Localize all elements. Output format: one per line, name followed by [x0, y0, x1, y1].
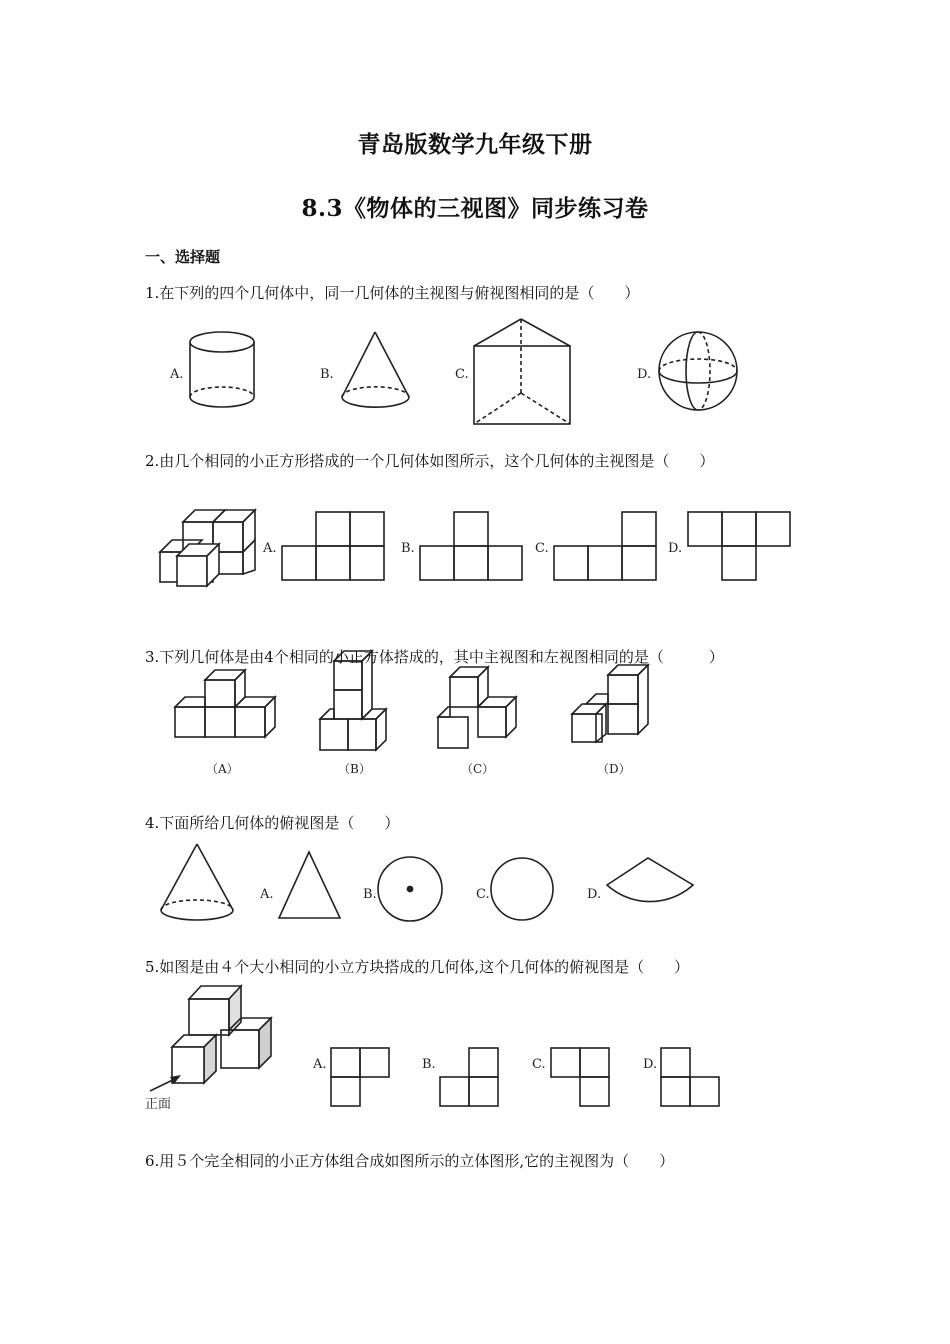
q1-label-a: A.: [170, 367, 184, 382]
question-6-text: 6.用５个完全相同的小正方体组合成如图所示的立体图形,它的主视图为（ ）: [145, 1152, 675, 1170]
page-subtitle: 8.3《物体的三视图》同步练习卷: [301, 195, 649, 222]
q1-label-b: B.: [320, 367, 334, 382]
q3-label-a: （A）: [206, 762, 239, 776]
q2-option-a: [262, 512, 384, 580]
q2-label-d: D.: [668, 541, 683, 556]
q4-label-c: C.: [476, 887, 490, 902]
q5-front-caption: 正面: [145, 1097, 172, 1112]
q1-option-b-cone: [320, 332, 409, 407]
q5-option-d: [643, 1048, 719, 1106]
q4-label-d: D.: [587, 887, 602, 902]
q3-figure-b: [320, 651, 386, 776]
q5-option-c: [532, 1048, 609, 1106]
q5-option-b: [422, 1048, 498, 1106]
q5-label-c: C.: [532, 1057, 546, 1072]
q1-option-d-sphere: [637, 332, 737, 410]
q5-label-b: B.: [422, 1057, 436, 1072]
q2-option-d: [668, 512, 790, 580]
question-1-text: 1.在下列的四个几何体中，同一几何体的主视图与俯视图相同的是（ ）: [145, 284, 640, 302]
section-heading: 一、选择题: [145, 248, 221, 266]
q2-option-b: [401, 512, 522, 580]
page-title: 青岛版数学九年级下册: [357, 131, 593, 158]
q4-option-a-triangle: [259, 852, 340, 918]
q4-cone-figure: [161, 844, 233, 920]
q4-label-a: A.: [260, 887, 274, 902]
q3-figure-d: [572, 665, 648, 776]
q4-option-b-circle-dot: [363, 857, 442, 921]
q1-option-a-cylinder: [169, 332, 254, 407]
q4-option-c-circle: [476, 858, 553, 920]
q5-label-a: A.: [313, 1057, 327, 1072]
q3-label-b: （B）: [338, 762, 371, 776]
q3-label-c: （C）: [461, 762, 495, 776]
q2-label-c: C.: [535, 541, 549, 556]
q3-figure-a: [175, 670, 275, 776]
q1-option-c-prism: [455, 319, 570, 424]
q1-label-c: C.: [455, 367, 469, 382]
question-4-text: 4.下面所给几何体的俯视图是（ ）: [145, 814, 400, 832]
q2-option-c: [535, 512, 656, 580]
q4-label-b: B.: [363, 887, 377, 902]
q1-label-d: D.: [637, 367, 652, 382]
question-5-text: 5.如图是由４个大小相同的小立方块搭成的几何体,这个几何体的俯视图是（ ）: [145, 958, 690, 976]
q3-label-d: （D）: [597, 762, 631, 776]
q2-label-a: A.: [263, 541, 277, 556]
question-2-text: 2.由几个相同的小正方形搭成的一个几何体如图所示，这个几何体的主视图是（ ）: [145, 452, 715, 470]
q2-label-b: B.: [401, 541, 415, 556]
q5-label-d: D.: [643, 1057, 658, 1072]
q2-stack-figure: [160, 510, 255, 586]
q3-figure-c: [438, 667, 516, 776]
question-3-text: 3.下列几何体是由4个相同的小正方体搭成的，其中主视图和左视图相同的是（ ）: [145, 648, 724, 666]
q5-option-a: [312, 1048, 389, 1106]
q5-cube-figure: [145, 986, 271, 1112]
q4-option-d-sector: [587, 858, 693, 902]
